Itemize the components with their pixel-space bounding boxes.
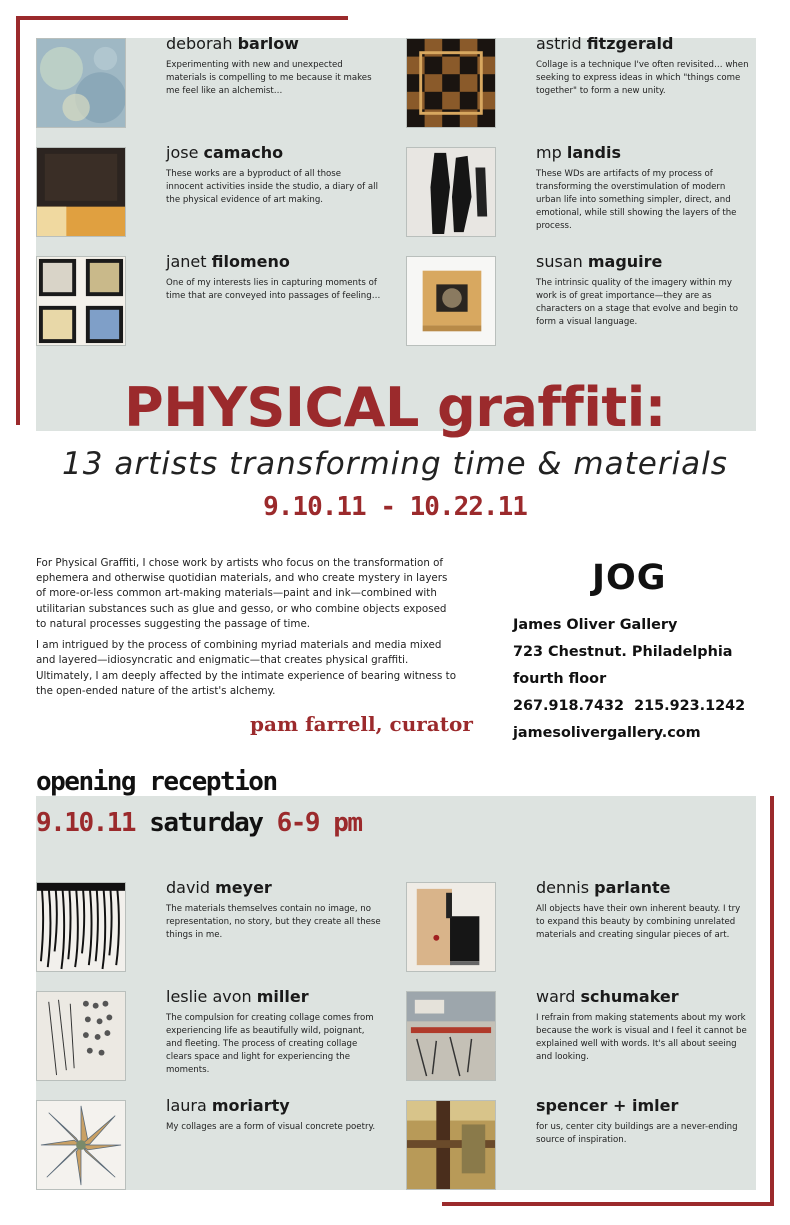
- artist-name: leslie avon miller: [166, 987, 309, 1006]
- artist-entry: [406, 878, 751, 974]
- statement-paragraph: I am intrigued by the process of combining myriad materials and media mixed and layered—idiosyncratic and enigmatic—that creates physical graffiti. Ultimately, I am deeply affected by the intimate experience of bearing witness to the open-ended nature of the artist's alchemy.: [36, 639, 457, 697]
- artist-name: deborah barlow: [166, 34, 299, 53]
- artwork-thumbnail: [36, 1100, 126, 1190]
- artist-name: jose camacho: [166, 143, 284, 162]
- artist-statement: All objects have their own inherent beauty. I try to expand this beauty by combining unrelated materials and creating singular pieces of art.: [536, 904, 741, 940]
- gallery-address: 723 Chestnut. Philadelphia: [513, 644, 733, 660]
- gallery-logo: JOG: [592, 558, 667, 598]
- artist-statement: The intrinsic quality of the imagery within my work is of great importance—they are as characters on a stage that evolve and begin to form a visual language.: [536, 278, 738, 327]
- artwork-thumbnail: [406, 256, 496, 346]
- reception-heading: opening reception: [36, 767, 277, 797]
- artist-statement: I refrain from making statements about my work because the work is visual and I feel it cannot be explained well with words. It's all about seeing and looking.: [536, 1013, 747, 1062]
- artist-statement: for us, center city buildings are a never-ending source of inspiration.: [536, 1122, 738, 1145]
- gallery-info: [513, 612, 745, 747]
- gallery-floor: fourth floor: [513, 671, 607, 687]
- artist-name: david meyer: [166, 878, 272, 897]
- artist-name: laura moriarty: [166, 1096, 290, 1115]
- artist-name: ward schumaker: [536, 987, 679, 1006]
- reception-date: 9.10.11: [36, 808, 136, 838]
- artist-statement: Experimenting with new and unexpected materials is compelling to me because it makes me feel like an alchemist…: [166, 60, 372, 96]
- reception-time: 6-9 pm: [276, 808, 362, 838]
- artist-entry: [406, 987, 751, 1083]
- artist-entry: [36, 143, 381, 239]
- artist-entry: [36, 878, 381, 974]
- artist-entry: [406, 252, 751, 348]
- artist-statement: One of my interests lies in capturing moments of time that are conveyed into passages of feeling…: [166, 278, 381, 301]
- artwork-thumbnail: [406, 38, 496, 128]
- artist-entry: [36, 987, 381, 1083]
- artist-statement: These WDs are artifacts of my process of transforming the overstimulation of modern urban life into something simpler, direct, and emotional, while still showing the layers of the process.: [536, 169, 737, 231]
- bottom-right-bracket-vertical: [770, 796, 774, 1206]
- reception-day: saturday: [149, 808, 263, 838]
- artwork-thumbnail: [406, 147, 496, 237]
- artist-statement: Collage is a technique I've often revisited… when seeking to express ideas in which "things come together" to form a new unity.: [536, 60, 749, 96]
- artwork-thumbnail: [36, 147, 126, 237]
- artist-name: janet filomeno: [166, 252, 290, 271]
- reception-details: [36, 808, 362, 838]
- gallery-name: James Oliver Gallery: [513, 617, 678, 633]
- artist-entry: [36, 1096, 381, 1192]
- curator-statement: [36, 556, 456, 705]
- artist-entry: [406, 143, 751, 239]
- artist-entry: [36, 34, 381, 130]
- gallery-website-link[interactable]: jamesolivergallery.com: [513, 725, 701, 741]
- artist-name: mp landis: [536, 143, 621, 162]
- gallery-phone[interactable]: 215.923.1242: [634, 698, 746, 714]
- artwork-thumbnail: [406, 882, 496, 972]
- artist-statement: The materials themselves contain no image, no representation, no story, but they create all these things in me.: [166, 904, 381, 940]
- exhibition-dates: 9.10.11 - 10.22.11: [263, 492, 527, 522]
- top-left-bracket-horizontal: [16, 16, 348, 20]
- artist-name: susan maguire: [536, 252, 663, 271]
- gallery-phones: [513, 693, 745, 720]
- bottom-right-bracket-horizontal: [442, 1202, 774, 1206]
- exhibition-title: PHYSICAL graffiti:: [124, 376, 666, 439]
- artist-statement: The compulsion for creating collage comes from experiencing life as beautifully wild, poignant, and fleeting. The process of creating collage clears space and light for experiencing the moments.: [166, 1013, 374, 1075]
- artist-entry: [406, 1096, 751, 1192]
- statement-paragraph: For Physical Graffiti, I chose work by artists who focus on the transformation of ephemera and otherwise quotidian materials, and who create mystery in layers of more-or-less common art-making materials—paint and ink—combined with utilitarian substances such as glue and gesso, or who combine objects exposed to natural processes suggesting the passage of time.: [36, 557, 448, 630]
- artwork-thumbnail: [406, 1100, 496, 1190]
- artist-name: astrid fitzgerald: [536, 34, 674, 53]
- gallery-phone[interactable]: 267.918.7432: [513, 698, 625, 714]
- artwork-thumbnail: [36, 38, 126, 128]
- artwork-thumbnail: [406, 991, 496, 1081]
- artwork-thumbnail: [36, 256, 126, 346]
- artist-entry: [36, 252, 381, 348]
- exhibition-subtitle: 13 artists transforming time & materials: [62, 446, 728, 482]
- artist-entry: [406, 34, 751, 130]
- curator-credit: pam farrell, curator: [250, 712, 473, 736]
- artwork-thumbnail: [36, 991, 126, 1081]
- artist-name: dennis parlante: [536, 878, 671, 897]
- top-left-bracket-vertical: [16, 16, 20, 425]
- artist-statement: My collages are a form of visual concrete poetry.: [166, 1122, 376, 1132]
- artist-statement: These works are a byproduct of all those innocent activities inside the studio, a diary of all the physical evidence of art making.: [166, 169, 378, 205]
- artist-name: spencer + imler: [536, 1096, 679, 1115]
- artwork-thumbnail: [36, 882, 126, 972]
